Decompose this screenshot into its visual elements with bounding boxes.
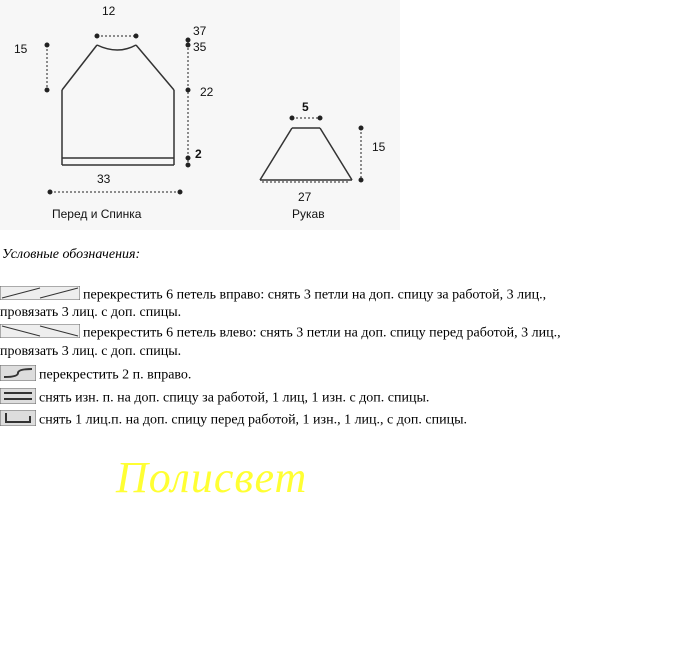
legend-item-2-cont: провязать 3 лиц. с доп. спицы.	[0, 344, 182, 359]
left-dim-line	[45, 43, 49, 92]
legend-item-5-text: снять 1 лиц.п. на доп. спицу перед работой, 1 изн., 1 лиц., с доп. спицы.	[39, 412, 467, 428]
knit-front-cross-icon	[0, 410, 36, 431]
legend-item-5	[0, 410, 467, 431]
dim-sleeve-height: 15	[372, 140, 386, 154]
width-dim-line	[48, 190, 182, 194]
cable-6-right-icon	[0, 286, 80, 305]
legend-item-2	[0, 324, 561, 343]
legend-item-1-cont: провязать 3 лиц. с доп. спицы.	[0, 305, 182, 320]
legend-item-3	[0, 365, 191, 386]
neck-dim-line	[95, 34, 138, 38]
dim-body-width: 33	[97, 172, 111, 186]
dim-rib-height: 2	[195, 147, 202, 161]
right-dim-line	[186, 38, 190, 167]
legend-item-1	[0, 286, 546, 305]
front-back-caption: Перед и Спинка	[52, 207, 142, 221]
legend-item-4	[0, 388, 429, 409]
dim-sleeve-width: 27	[298, 190, 312, 204]
dim-sleeve-top: 5	[302, 100, 309, 114]
legend-title: Условные обозначения:	[2, 247, 141, 262]
sleeve-caption: Рукав	[292, 207, 325, 221]
cable-6-left-icon	[0, 324, 80, 343]
dim-shoulder-height: 15	[14, 42, 28, 56]
dim-neck-width: 12	[102, 4, 116, 18]
brand-watermark: Полисвет	[116, 453, 308, 502]
dim-body-height: 22	[200, 85, 214, 99]
purl-back-cross-icon	[0, 388, 36, 409]
sleeve-outline	[260, 128, 352, 180]
cross-2-right-icon	[0, 365, 36, 386]
legend-item-2-text-a: перекрестить 6 петель влево: снять 3 петли на доп. спицу перед работой, 3 лиц.,	[83, 325, 561, 341]
front-back-outline	[62, 45, 174, 165]
legend-item-3-text: перекрестить 2 п. вправо.	[39, 367, 192, 383]
pattern-diagrams	[0, 0, 700, 230]
legend-item-1-text-a: перекрестить 6 петель вправо: снять 3 петли на доп. спицу за работой, 3 лиц.,	[83, 287, 547, 303]
dim-35: 35	[193, 40, 207, 54]
legend-item-4-text: снять изн. п. на доп. спицу за работой, 1 лиц, 1 изн. с доп. спицы.	[39, 390, 430, 406]
dim-37: 37	[193, 24, 207, 38]
